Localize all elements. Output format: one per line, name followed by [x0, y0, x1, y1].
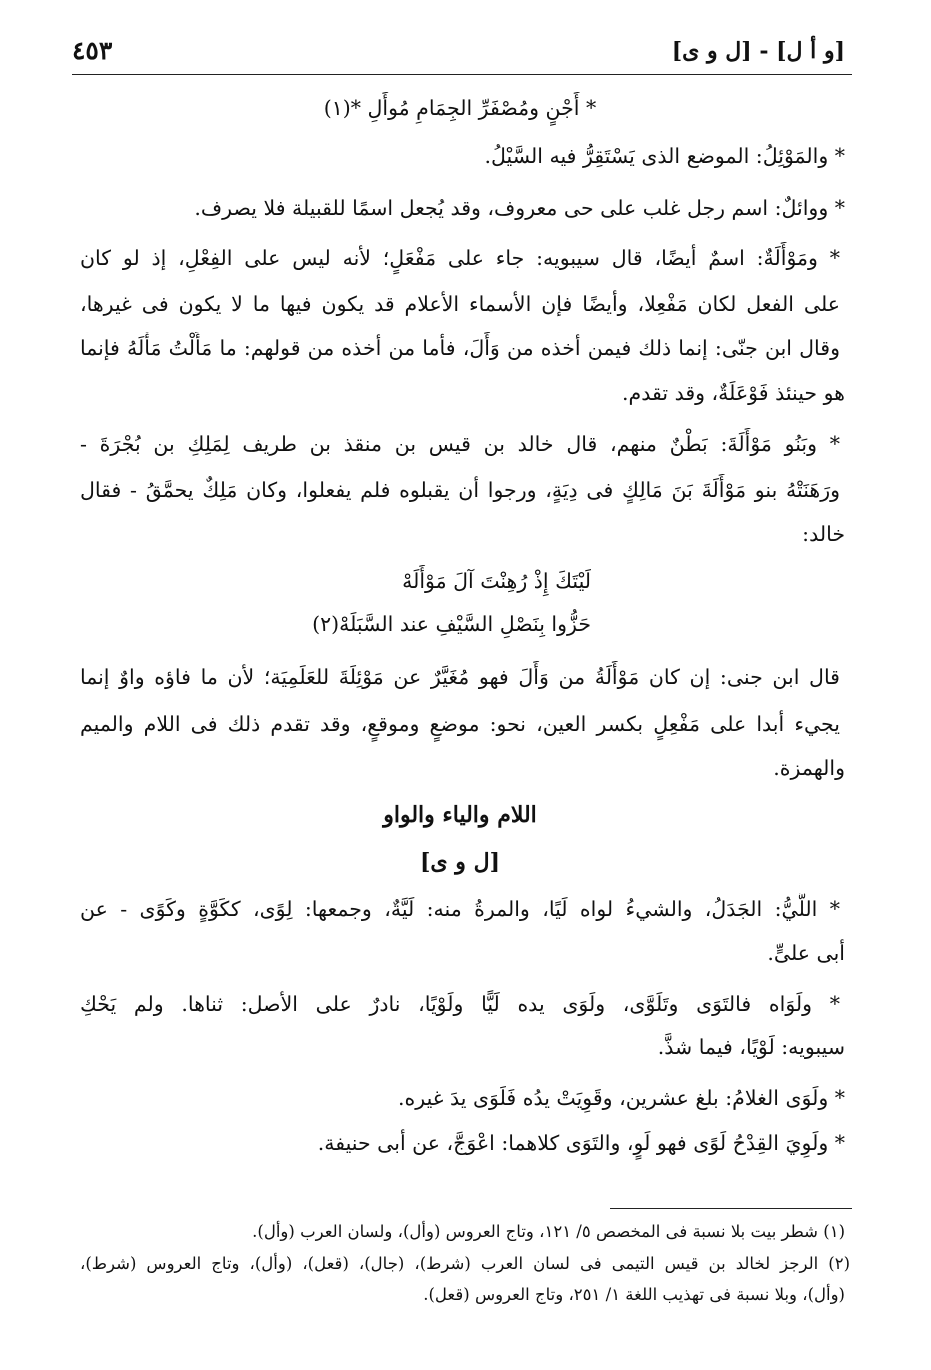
- entry-line: * ولَوَاه فالتَوَى وتَلَوَّى، ولَوَى يده لَيًّا ولَوْيًا، نادرٌ على الأصل: ثناها. ولم يَحْكِ: [80, 992, 840, 1016]
- entry-line: والهمزة.: [773, 756, 845, 780]
- entry-line: وقال ابن جنّى: إنما ذلك فيمن أخذه من وَأَلَ، فأما من أخذه من قولهم: ما مَأَلْتُ مَأْلَهُ فإنما: [80, 336, 840, 360]
- footnote-line: (١) شطر بيت بلا نسبة فى المخصص ٥/ ١٢١، وتاج العروس (وأل)، ولسان العرب (وأل).: [252, 1222, 845, 1241]
- entry-line: * ولَوِيَ القِدْحُ لَوًى فهو لَوٍ، والتَوَى كلاهما: اعْوَجَّ، عن أبى حنيفة.: [317, 1131, 845, 1155]
- entry-line: أبى علىٍّ.: [767, 941, 845, 965]
- verse-line: حَزُّوا بِنَصْلِ السَّيْفِ عند السَّبَلَهْ(٢): [312, 612, 591, 636]
- entry-line: قال ابن جنى: إن كان مَوْأَلَةُ من وَأَلَ فهو مُغَيَّرٌ عن مَوْئِلَةَ للعَلَمِيَة؛ لأن ما فاؤه واوٌ إنما: [80, 665, 840, 689]
- entry-line: * والمَوْئِلُ: الموضع الذى يَسْتَقِرُّ فيه السَّيْلُ.: [484, 144, 845, 168]
- entry-line: خالد:: [802, 522, 845, 546]
- entry-line: * ومَوْأَلَةٌ: اسمٌ أيضًا، قال سيبويه: جاء على مَفْعَلٍ؛ لأنه ليس على الفِعْلِ، إذ لو كان: [80, 246, 840, 270]
- entry-line: * وبَنُو مَوْأَلَةَ: بَطْنٌ منهم، قال خالد بن قيس بن منقذ بن طريف لِمَلِكِ بن بُجْرَةَ -: [80, 432, 840, 456]
- verse-line: لَيْتَكَ إِذْ رُهِنْتَ آلَ مَوْأَلَهْ: [402, 569, 591, 593]
- entry-line: * ولَوَى الغلامُ: بلغ عشرين، وقَوِيَتْ يدُه فَلَوَى يدَ غيره.: [398, 1086, 845, 1110]
- running-header: [و أ ل] - [ل و ى]: [671, 38, 845, 64]
- entry-line: * اللَّيُّ: الجَدَلُ، والشيءُ لواه لَيًا، والمرةُ منه: لَيَّةٌ، وجمعها: لِوًى، ككَوَّةٍ وكَوًى - عن: [80, 897, 840, 921]
- entry-line: هو حينئذ فَوْعَلَةٌ، وقد تقدم.: [622, 381, 845, 405]
- footnote-line: (وأل)، وبلا نسبة فى تهذيب اللغة ١/ ٢٥١، وتاج العروس (قعل).: [423, 1285, 845, 1304]
- entry-line: يجيء أبدا على مَفْعِلٍ بكسر العين، نحو: موضعٍ وموقعٍ، وقد تقدم ذلك فى اللام والميم: [80, 712, 840, 736]
- entry-line: * ووائلٌ: اسم رجل غلب على حى معروف، وقد يُجعل اسمًا للقبيلة فلا يصرف.: [194, 196, 845, 220]
- root-heading: [ل و ى]: [420, 849, 500, 875]
- entry-line: على الفعل لكان مَفْعِلا، وأيضًا فإن الأسماء الأعلام قد يكون فيها ما لا يكون فى غيرها،: [80, 292, 840, 316]
- header-divider: [72, 74, 852, 75]
- entry-line: ورَهَنَتْهُ بنو مَوْأَلَةَ بَنَ مَالِكٍ فى دِيَةٍ، ورجوا أن يقبلوه فلم يفعلوا، وكان مَلِكٌ يحمَّقُ - فقال: [80, 478, 840, 502]
- footnote-divider: [610, 1208, 852, 1209]
- verse-line: * أَجْنٍ ومُصْفَرِّ الجِمَامِ مُوأَلِ *(١): [323, 96, 597, 120]
- page-number: ٤٥٣: [72, 36, 113, 65]
- entry-line: سيبويه: لَوْيًا، فيما شذَّ.: [657, 1035, 845, 1059]
- footnote-line: (٢) الرجز لخالد بن قيس التيمى فى لسان العرب (شرط)، (جال)، (قعل)، (وأل)، وتاج العروس (شرط)،: [80, 1254, 850, 1273]
- section-heading: اللام والياء والواو: [383, 802, 537, 828]
